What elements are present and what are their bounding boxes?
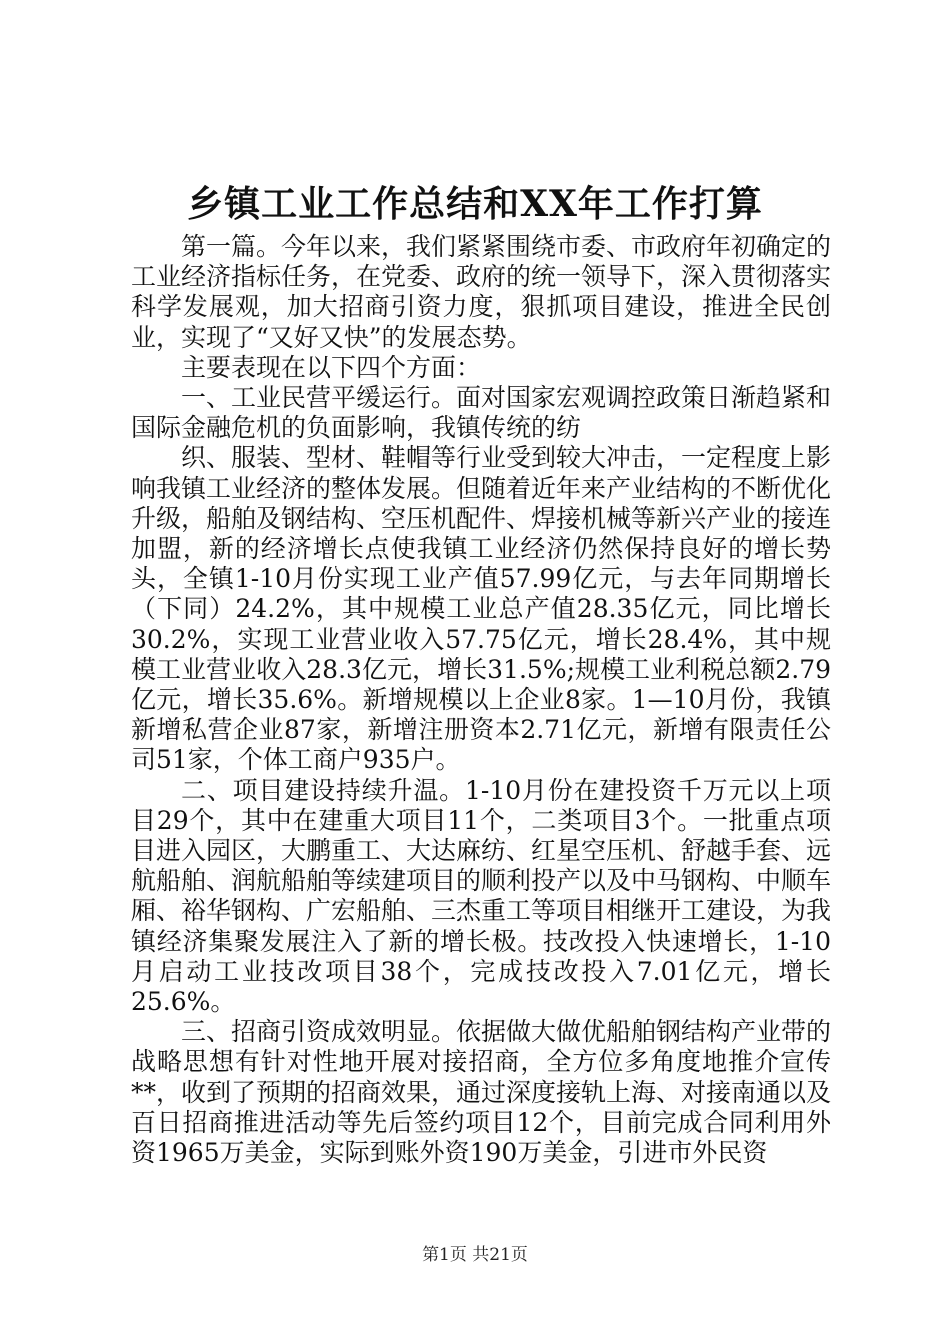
paragraph-section-one: 一、工业民营平缓运行。面对国家宏观调控政策日渐趋紧和国际金融危机的负面影响，我镇传统的纺 (131, 383, 832, 443)
paragraph-section-three: 三、招商引资成效明显。依据做大做优船舶钢结构产业带的战略思想有针对性地开展对接招商，全方位多角度地推介宣传**，收到了预期的招商效果，通过深度接轨上海、对接南通以及百日招商推进活动等先后签约项目12个，目前完成合同利用外资1965万美金，实际到账外资190万美金，引进市外民资 (131, 1017, 832, 1168)
paragraph-intro: 第一篇。今年以来，我们紧紧围绕市委、市政府年初确定的工业经济指标任务，在党委、政府的统一领导下，深入贯彻落实科学发展观，加大招商引资力度，狠抓项目建设，推进全民创业，实现了“又好又快”的发展态势。 (131, 232, 832, 352)
paragraph-section-one-continued: 织、服装、型材、鞋帽等行业受到较大冲击，一定程度上影响我镇工业经济的整体发展。但随着近年来产业结构的不断优化升级，船舶及钢结构、空压机配件、焊接机械等新兴产业的接连加盟，新的经济增长点使我镇工业经济仍然保持良好的增长势头，全镇1-10月份实现工业产值57.99亿元，与去年同期增长（下同）24.2%，其中规模工业总产值28.35亿元，同比增长30.2%，实现工业营业收入57.75亿元，增长28.4%，其中规模工业营业收入28.3亿元，增长31.5%;规模工业利税总额2.79亿元，增长35.6%。新增规模以上企业8家。1—10月份，我镇新增私营企业87家，新增注册资本2.71亿元，新增有限责任公司51家，个体工商户935户。 (131, 443, 832, 775)
page-footer: 第1页 共21页 (422, 1245, 528, 1265)
document-title: 乡镇工业工作总结和XX年工作打算 (187, 183, 763, 225)
paragraph-summary-lead: 主要表现在以下四个方面： (181, 352, 482, 382)
paragraph-section-two: 二、项目建设持续升温。1-10月份在建投资千万元以上项目29个，其中在建重大项目11个，二类项目3个。一批重点项目进入园区，大鹏重工、大达麻纺、红星空压机、舒越手套、远航船舶、润航船舶等续建项目的顺利投产以及中马钢构、中顺车厢、裕华钢构、广宏船舶、三杰重工等项目相继开工建设，为我镇经济集聚发展注入了新的增长极。技改投入快速增长，1-10月启动工业技改项目38个，完成技改投入7.01亿元，增长25.6%。 (131, 775, 832, 1017)
document-body (131, 232, 831, 1168)
